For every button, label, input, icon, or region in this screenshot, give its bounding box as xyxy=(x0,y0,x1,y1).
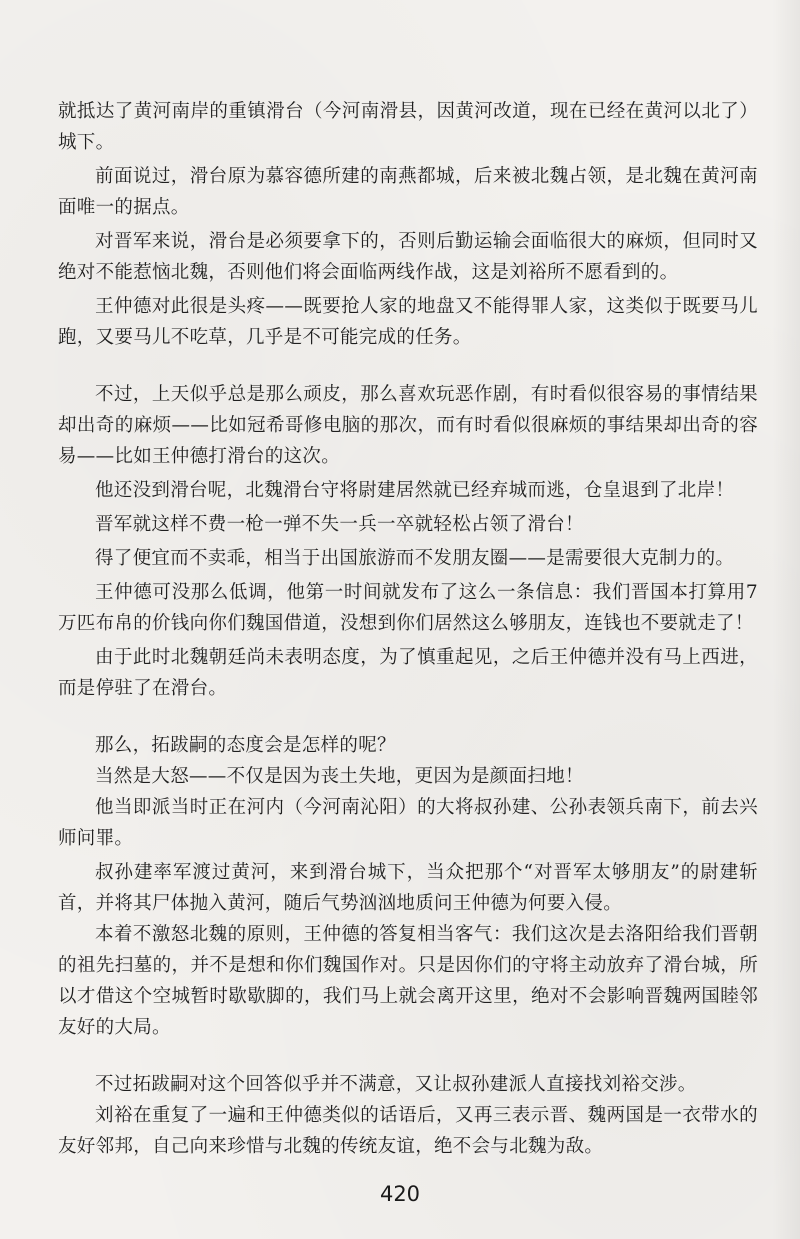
paragraph-13: 他当即派当时正在河内（今河南沁阳）的大将叔孙建、公孙表领兵南下，前去兴师问罪。 xyxy=(58,797,758,849)
page-edge-shadow xyxy=(772,0,800,1239)
paragraph-10: 由于此时北魏朝廷尚未表明态度，为了慎重起见，之后王仲德并没有马上西进，而是停驻了在滑台。 xyxy=(58,647,758,699)
paragraph-1: 就抵达了黄河南岸的重镇滑台（今河南滑县，因黄河改道，现在已经在黄河以北了）城下。 xyxy=(58,101,758,153)
paragraph-5: 不过，上天似乎总是那么顽皮，那么喜欢玩恶作剧，有时看似很容易的事情结果却出奇的麻烦——比如冠希哥修电脑的那次，而有时看似很麻烦的事结果却出奇的容易——比如王仲德打滑台的这次。 xyxy=(58,384,758,467)
body-text xyxy=(58,96,758,1162)
paragraph-6: 他还没到滑台呢，北魏滑台守将尉建居然就已经弃城而逃，仓皇退到了北岸！ xyxy=(95,480,735,501)
paragraph-2: 前面说过，滑台原为慕容德所建的南燕都城，后来被北魏占领，是北魏在黄河南面唯一的据点。 xyxy=(58,166,758,218)
paragraph-15: 本着不激怒北魏的原则，王仲德的答复相当客气：我们这次是去洛阳给我们晋朝的祖先扫墓的，并不是想和你们魏国作对。只是因你们的守将主动放弃了滑台城，所以才借这个空城暂时歇歇脚的，我们马上就会离开这里，绝对不会影响晋魏两国睦邻友好的大局。 xyxy=(58,924,758,1038)
paragraph-9: 王仲德可没那么低调，他第一时间就发布了这么一条信息：我们晋国本打算用7万匹布帛的价钱向你们魏国借道，没想到你们居然这么够朋友，连钱也不要就走了！ xyxy=(58,582,758,634)
paragraph-16: 不过拓跋嗣对这个回答似乎并不满意，又让叔孙建派人直接找刘裕交涉。 xyxy=(95,1074,697,1095)
page-number: 420 xyxy=(379,1182,421,1206)
paragraph-8: 得了便宜而不卖乖，相当于出国旅游而不发朋友圈——是需要很大克制力的。 xyxy=(95,548,735,569)
paragraph-11: 那么，拓跋嗣的态度会是怎样的呢？ xyxy=(95,735,396,756)
paragraph-7: 晋军就这样不费一枪一弹不失一兵一卒就轻松占领了滑台！ xyxy=(95,514,584,535)
paragraph-12: 当然是大怒——不仅是因为丧土失地，更因为是颜面扫地！ xyxy=(95,766,584,787)
paragraph-17: 刘裕在重复了一遍和王仲德类似的话语后，又再三表示晋、魏两国是一衣带水的友好邻邦，自己向来珍惜与北魏的传统友谊，绝不会与北魏为敌。 xyxy=(58,1105,758,1157)
paragraph-3: 对晋军来说，滑台是必须要拿下的，否则后勤运输会面临很大的麻烦，但同时又绝对不能惹恼北魏，否则他们将会面临两线作战，这是刘裕所不愿看到的。 xyxy=(58,231,758,283)
paragraph-14: 叔孙建率军渡过黄河，来到滑台城下，当众把那个“对晋军太够朋友”的尉建斩首，并将其尸体抛入黄河，随后气势汹汹地质问王仲德为何要入侵。 xyxy=(58,862,758,914)
paragraph-4: 王仲德对此很是头疼——既要抢人家的地盘又不能得罪人家，这类似于既要马儿跑，又要马儿不吃草，几乎是不可能完成的任务。 xyxy=(58,296,758,348)
